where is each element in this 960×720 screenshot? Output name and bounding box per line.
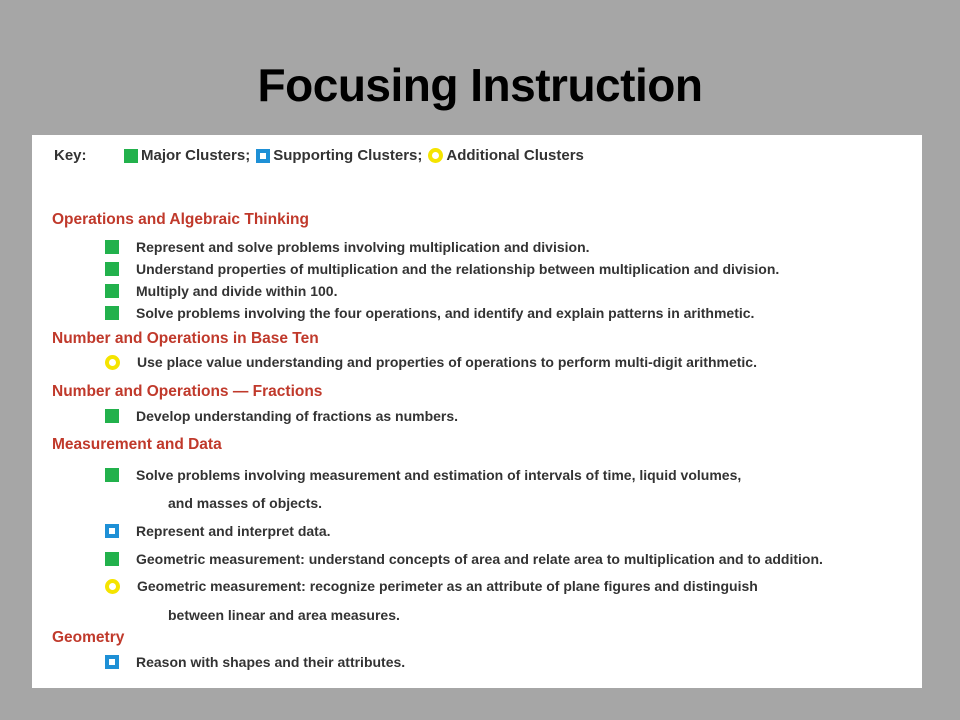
section-heading: Number and Operations in Base Ten bbox=[52, 330, 319, 347]
cluster-text: and masses of objects. bbox=[168, 495, 323, 511]
yellow-circle-icon bbox=[428, 148, 443, 163]
cluster-item bbox=[105, 239, 590, 256]
blue-square-icon bbox=[256, 149, 270, 163]
standards-panel bbox=[32, 135, 922, 688]
cluster-item bbox=[105, 283, 337, 300]
yellow-circle-icon bbox=[105, 355, 120, 370]
cluster-item bbox=[105, 551, 823, 568]
cluster-item-continuation bbox=[168, 607, 400, 624]
cluster-text: between linear and area measures. bbox=[168, 607, 400, 623]
cluster-text: Use place value understanding and properties of operations to perform multi-digit arithmetic. bbox=[137, 354, 757, 370]
green-square-icon bbox=[105, 468, 119, 482]
cluster-text: Represent and solve problems involving multiplication and division. bbox=[136, 239, 590, 255]
cluster-item bbox=[105, 467, 741, 484]
section-heading: Number and Operations — Fractions bbox=[52, 383, 323, 400]
blue-square-icon bbox=[105, 524, 119, 538]
section-heading: Operations and Algebraic Thinking bbox=[52, 211, 309, 228]
green-square-icon bbox=[105, 552, 119, 566]
cluster-item bbox=[105, 354, 757, 371]
cluster-item bbox=[105, 261, 779, 278]
green-square-icon bbox=[105, 240, 119, 254]
yellow-circle-icon bbox=[105, 579, 120, 594]
key-additional bbox=[428, 147, 584, 164]
cluster-item bbox=[105, 408, 458, 425]
cluster-text: Represent and interpret data. bbox=[136, 523, 331, 539]
cluster-item bbox=[105, 578, 758, 595]
cluster-item bbox=[105, 523, 331, 540]
cluster-text: Multiply and divide within 100. bbox=[136, 283, 338, 299]
key-additional-label: Additional Clusters bbox=[446, 147, 584, 164]
cluster-text: Solve problems involving measurement and estimation of intervals of time, liquid volumes, bbox=[136, 467, 742, 483]
green-square-icon bbox=[105, 262, 119, 276]
green-square-icon bbox=[105, 306, 119, 320]
blue-square-icon bbox=[105, 655, 119, 669]
key-supporting bbox=[256, 147, 422, 164]
key-major-label: Major Clusters; bbox=[141, 147, 251, 164]
cluster-item-continuation bbox=[168, 495, 322, 512]
key-supporting-label: Supporting Clusters; bbox=[273, 147, 423, 164]
key-major bbox=[124, 147, 250, 164]
cluster-text: Solve problems involving the four operations, and identify and explain patterns in arithmetic. bbox=[136, 305, 755, 321]
section-heading: Measurement and Data bbox=[52, 436, 222, 453]
green-square-icon bbox=[105, 284, 119, 298]
key-legend bbox=[54, 147, 590, 164]
cluster-item bbox=[105, 654, 405, 671]
section-heading: Geometry bbox=[52, 629, 125, 646]
slide-title: Focusing Instruction bbox=[257, 59, 703, 111]
cluster-item bbox=[105, 305, 754, 322]
green-square-icon bbox=[105, 409, 119, 423]
cluster-text: Reason with shapes and their attributes. bbox=[136, 654, 406, 670]
green-square-icon bbox=[124, 149, 138, 163]
cluster-text: Develop understanding of fractions as numbers. bbox=[136, 408, 459, 424]
key-label: Key: bbox=[54, 147, 87, 164]
cluster-text: Geometric measurement: understand concepts of area and relate area to multiplication and to addition. bbox=[136, 551, 823, 567]
cluster-text: Understand properties of multiplication and the relationship between multiplication and division. bbox=[136, 261, 780, 277]
cluster-text: Geometric measurement: recognize perimeter as an attribute of plane figures and distinguish bbox=[137, 578, 758, 594]
